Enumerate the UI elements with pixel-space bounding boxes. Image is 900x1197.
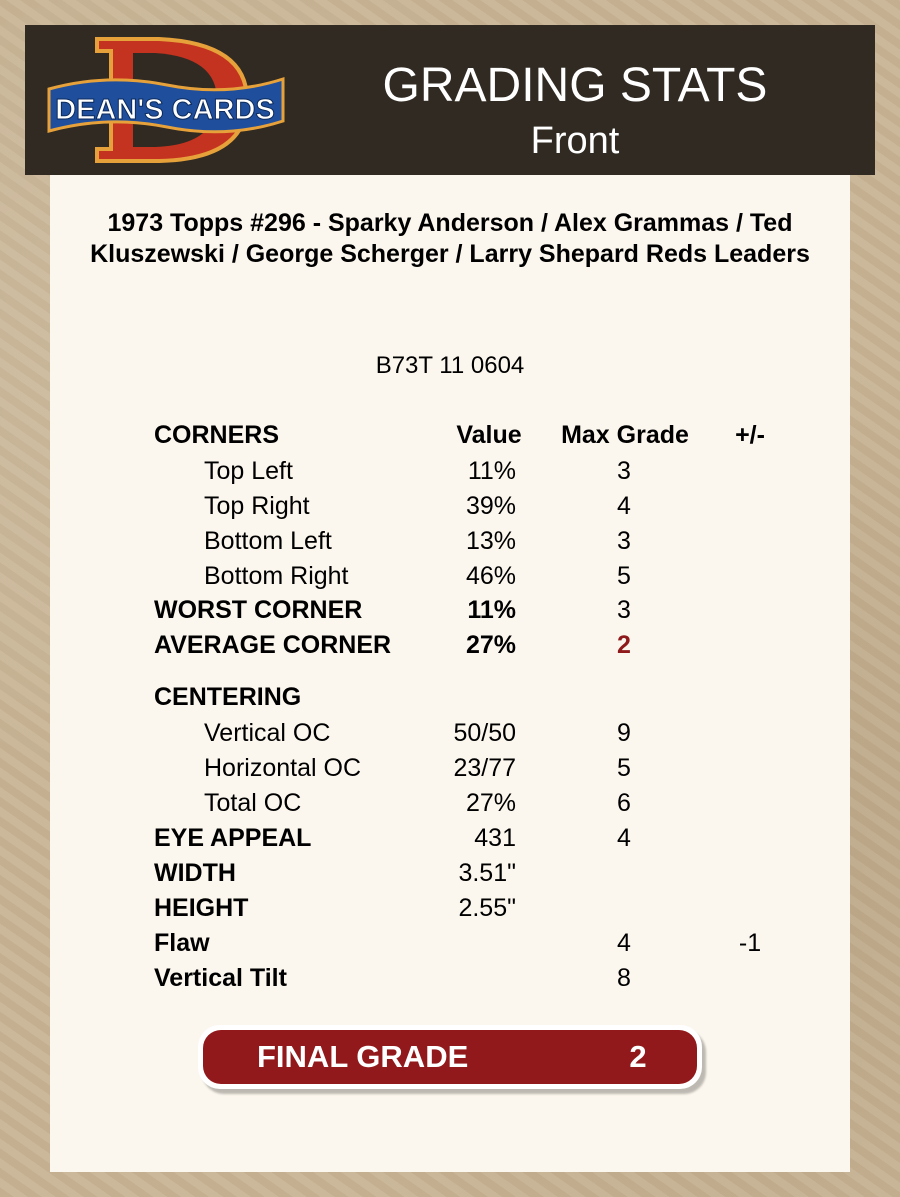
table-row [50,455,850,487]
row-label: WIDTH [154,859,236,887]
deans-cards-logo [47,35,287,165]
row-label: Bottom Left [204,527,332,555]
logo-text: DEAN'S CARDS [55,94,275,126]
row-label: Total OC [204,789,302,817]
row-value: 27% [465,789,516,817]
row-max-grade: 3 [617,596,631,624]
final-grade-value: 2 [629,1039,647,1074]
card-name: 1973 Topps #296 - Sparky Anderson / Alex Grammas / Ted Kluszewski / George Scherger / Larry Shepard Reds Leaders [90,209,810,268]
row-max-grade: 8 [617,964,631,992]
height-row [50,892,850,924]
value-column-header: Value [456,421,522,449]
row-label: HEIGHT [154,894,249,922]
max-grade-column-header: Max Grade [561,421,689,449]
row-value: 3.51" [458,859,516,887]
final-grade-label: FINAL GRADE [257,1039,469,1074]
row-value: 50/50 [453,719,516,747]
row-max-grade: 4 [617,929,631,957]
row-value: 431 [474,824,516,852]
table-row [50,560,850,592]
adjust-column-header: +/- [735,421,765,449]
table-row [50,717,850,749]
final-grade-badge [198,1025,702,1089]
row-value: 23/77 [453,754,516,782]
row-max-grade: 2 [617,631,631,659]
final-grade-fill [203,1030,697,1084]
worst-corner-row [50,594,850,626]
corners-header-row [50,419,850,451]
row-max-grade: 4 [617,492,631,520]
width-row [50,857,850,889]
row-label: Top Left [204,457,293,485]
row-max-grade: 5 [617,754,631,782]
row-adjust: -1 [738,929,762,957]
corners-section-label: CORNERS [154,421,280,449]
row-value: 11% [467,457,516,485]
row-label: Bottom Right [204,562,349,590]
row-value: 27% [465,631,516,659]
row-max-grade: 9 [617,719,631,747]
flaw-row [50,927,850,959]
row-label: EYE APPEAL [154,824,312,852]
row-label: Flaw [154,929,210,957]
row-label: Horizontal OC [204,754,361,782]
row-label: Top Right [204,492,310,520]
row-label: WORST CORNER [154,596,363,624]
page-subtitle: Front [530,120,620,162]
row-max-grade: 4 [617,824,631,852]
row-value: 13% [465,527,516,555]
header-bar [25,25,875,175]
row-label: Vertical Tilt [154,964,287,992]
table-row [50,787,850,819]
row-value: 46% [465,562,516,590]
row-label: AVERAGE CORNER [154,631,392,659]
row-max-grade: 3 [617,457,631,485]
eye-appeal-row [50,822,850,854]
row-max-grade: 6 [617,789,631,817]
row-value: 11% [467,596,516,624]
table-row [50,752,850,784]
card-code: B73T 11 0604 [375,352,525,379]
centering-header-row [50,681,850,713]
table-row [50,525,850,557]
page-title: GRADING STATS [382,59,768,112]
row-value: 39% [465,492,516,520]
average-corner-row [50,629,850,661]
table-row [50,490,850,522]
row-value: 2.55" [458,894,516,922]
row-label: Vertical OC [204,719,331,747]
row-max-grade: 3 [617,527,631,555]
grading-panel [50,175,850,1172]
centering-section-label: CENTERING [154,683,302,711]
row-max-grade: 5 [617,562,631,590]
vertical-tilt-row [50,962,850,994]
